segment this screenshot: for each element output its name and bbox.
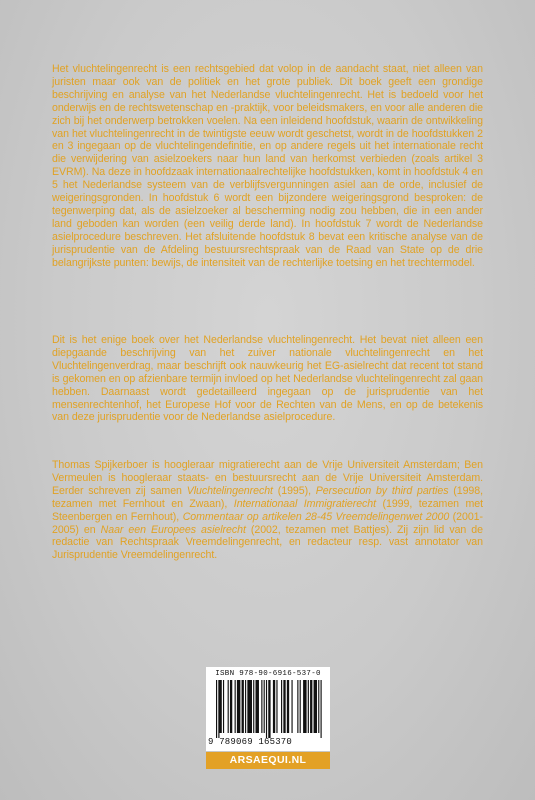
publisher-label: ARSAEQUI.NL	[206, 752, 330, 769]
author-bio-text: Thomas Spijkerboer is hoogleraar migratierecht aan de Vrije Universiteit Amsterdam; Ben Vermeulen is hoogleraar staats- en bestuursrecht aan de Vrije Universiteit Amsterdam. Eerder schreven zij samen	[52, 459, 483, 497]
book-title: Vluchtelingenrecht	[186, 484, 273, 497]
barcode-bar	[303, 680, 306, 733]
book-title: Naar een Europees asielrecht	[100, 523, 246, 536]
isbn-label: ISBN 978-90-6916-537-0	[215, 670, 321, 678]
book-title: Commentaar op artikelen 28-45 Vreemdelingenwet 2000	[182, 510, 450, 523]
barcode-bar	[300, 680, 301, 733]
barcode-bar	[223, 680, 224, 733]
author-bio-text: (2001-2005) en	[52, 510, 483, 536]
barcode-bar	[261, 680, 262, 733]
barcode-bar	[247, 680, 252, 733]
barcode-bar	[242, 680, 244, 733]
author-bio-text: (1999, tezamen met Steenbergen en Fernhout),	[52, 497, 483, 523]
barcode-bar	[245, 680, 246, 733]
book-title: Internationaal Immigratierecht	[233, 497, 377, 510]
barcode-bar	[273, 680, 275, 733]
barcode-bar	[255, 680, 258, 733]
book-title: Persecution by third parties	[315, 484, 449, 497]
barcode-digits: 9 789069 165370	[208, 737, 293, 747]
author-bio	[52, 459, 483, 562]
barcode-bar	[283, 680, 285, 733]
barcode-bar	[276, 680, 277, 733]
barcode-bar	[218, 680, 219, 738]
barcode-bar	[297, 680, 298, 733]
barcode-bar	[230, 680, 232, 733]
barcode-bar	[281, 680, 282, 733]
barcode-bar	[310, 680, 312, 733]
barcode-bar	[268, 680, 270, 738]
author-bio-text: (1995),	[272, 484, 316, 497]
barcode-bar	[318, 680, 319, 733]
barcode-bar	[219, 680, 221, 733]
barcode-bar	[253, 680, 254, 733]
blurb-paragraph-2: Dit is het enige boek over het Nederlandse vluchtelingenrecht. Het bevat niet alleen een diepgaande beschrijving van het zuiver nationale vluchtelingenrecht en het Vluchtelingenverdrag, maar beschrijft ook nauwkeurig het EG-asielrecht dat recent tot stand is gekomen en op afzienbare termijn invloed op het Nederlandse vluchtelingenrecht zal gaan hebben. Daarnaast wordt gedetailleerd ingegaan op de jurisprudentie van het mensenrechtenhof, het Europese Hof voor de Rechten van de Mens, en op de betekenis van deze jurisprudentie voor de Nederlandse asielprocedure.	[52, 334, 483, 424]
barcode-bar	[266, 680, 267, 738]
barcode-bar	[308, 680, 309, 733]
barcode-bar	[314, 680, 317, 733]
barcode-bar	[216, 680, 217, 738]
barcode-bar	[321, 680, 322, 738]
barcode-bar	[235, 680, 236, 733]
barcode-bar	[291, 680, 292, 733]
author-bio-text: (1998, tezamen met Fernhout en Zwaan),	[52, 484, 483, 510]
blurb-paragraph-1: Het vluchtelingenrecht is een rechtsgebied dat volop in de aandacht staat, niet alleen van juristen maar ook van de politiek en het grote publiek. Dit boek geeft een grondige beschrijving en analyse van het Nederlandse vluchtelingenrecht. Het is bedoeld voor het onderwijs en de rechtswetenschap en -praktijk, voor beleidsmakers, en voor alle anderen die zich bij het onderwerp betrokken voelen. Na een inleidend hoofdstuk, waarin de ontwikkeling van het vluchtelingenrecht in de twintigste eeuw wordt geschetst, wordt in de hoofdstukken 2 en 3 ingegaan op de vluchtelingendefinitie, en op andere regels uit het internationale recht die verwijdering van asielzoekers naar hun land van herkomst verbieden (zoals artikel 3 EVRM). Na deze in hoofdzaak internationaalrechtelijke hoofdstukken, komt in hoofdstuk 4 en 5 het Nederlandse systeem van de verblijfsvergunningen asiel aan de orde, inclusief de weigeringsgronden. In hoofdstuk 6 wordt een bijzondere weigeringsgrond besproken: de tegenwerping dat, als de asielzoeker al bescherming nodig zou hebben, die in een ander land geboden kan worden (een veilig derde land). In hoofdstuk 7 wordt de Nederlandse asielprocedure beschreven. Het afsluitende hoofdstuk 8 bevat een kritische analyse van de jurisprudentie van de Afdeling bestuursrechtspraak van de Raad van State op de drie belangrijkste punten: bewijs, de intensiteit van de rechterlijke toetsing en het trechtermodel.	[52, 63, 483, 269]
barcode-bars	[216, 680, 324, 738]
isbn-barcode	[206, 667, 330, 751]
author-bio-text: (2002, tezamen met Battjes). Zij zijn lid van de redactie van Rechtspraak Vreemdelingenrecht, en redacteur resp. vast annotator van Jurisprudentie Vreemdelingenrecht.	[52, 523, 483, 562]
barcode-bar	[287, 680, 289, 733]
barcode-bar	[228, 680, 229, 733]
barcode-bar	[237, 680, 240, 733]
barcode-bar	[264, 680, 265, 733]
